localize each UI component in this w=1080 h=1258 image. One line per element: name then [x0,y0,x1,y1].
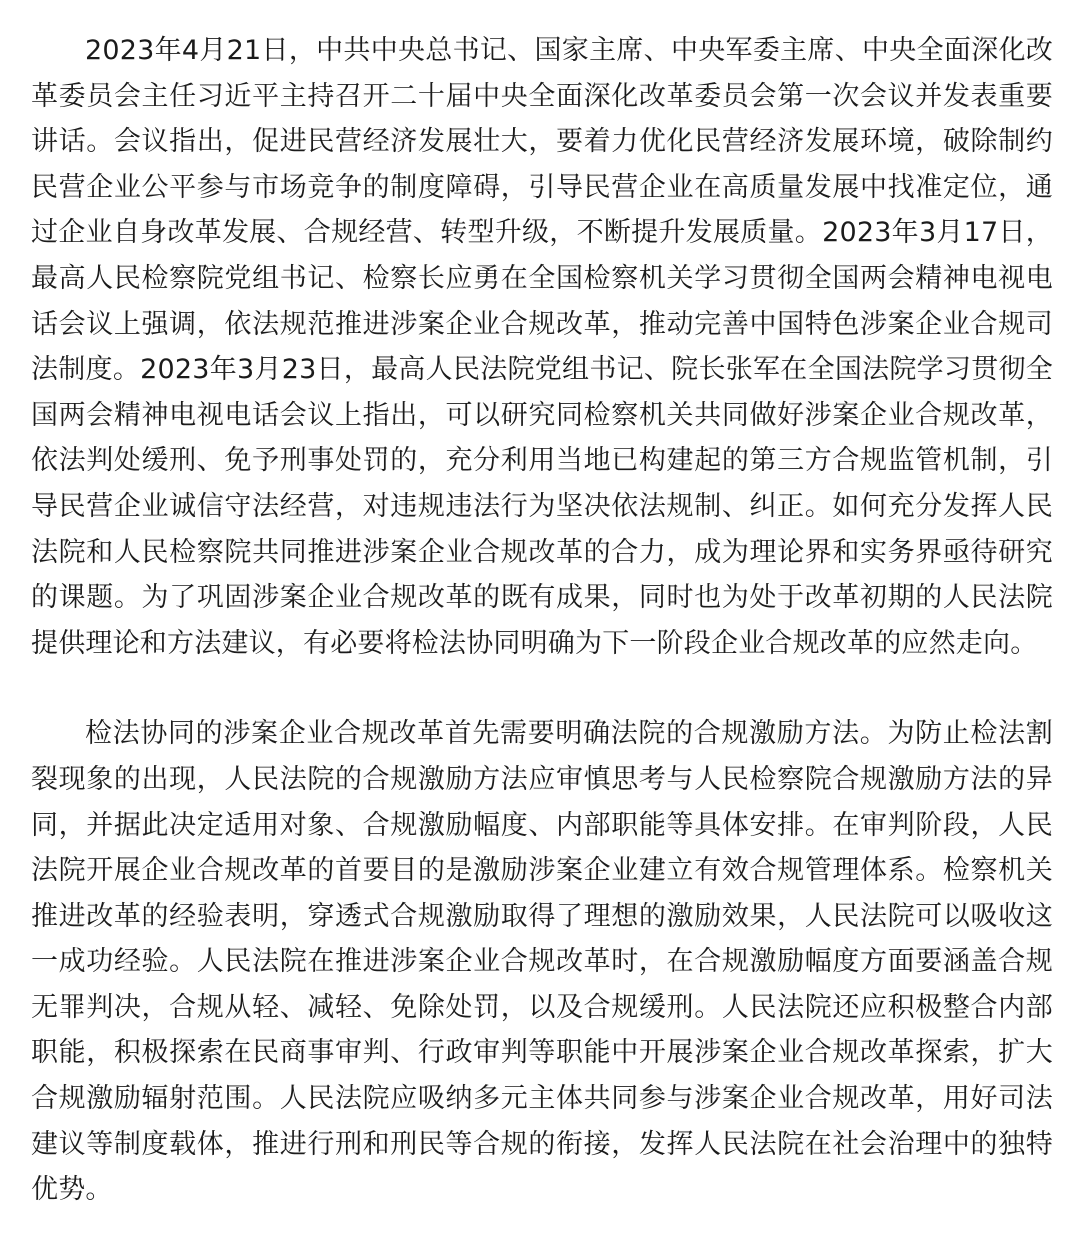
article-body [31,28,1053,1213]
paragraph-1: 2023年4月21日，中共中央总书记、国家主席、中央军委主席、中央全面深化改革委员会主任习近平主持召开二十届中央全面深化改革委员会第一次会议并发表重要讲话。会议指出，促进民营经济发展壮大，要着力优化民营经济发展环境，破除制约民营企业公平参与市场竞争的制度障碍，引导民营企业在高质量发展中找准定位，通过企业自身改革发展、合规经营、转型升级，不断提升发展质量。2023年3月17日，最高人民检察院党组书记、检察长应勇在全国检察机关学习贯彻全国两会精神电视电话会议上强调，依法规范推进涉案企业合规改革，推动完善中国特色涉案企业合规司法制度。2023年3月23日，最高人民法院党组书记、院长张军在全国法院学习贯彻全国两会精神电视电话会议上指出，可以研究同检察机关共同做好涉案企业合规改革，依法判处缓刑、免予刑事处罚的，充分利用当地已构建起的第三方合规监管机制，引导民营企业诚信守法经营，对违规违法行为坚决依法规制、纠正。如何充分发挥人民法院和人民检察院共同推进涉案企业合规改革的合力，成为理论界和实务界亟待研究的课题。为了巩固涉案企业合规改革的既有成果，同时也为处于改革初期的人民法院提供理论和方法建议，有必要将检法协同明确为下一阶段企业合规改革的应然走向。 [31,35,1053,659]
paragraph-2: 检法协同的涉案企业合规改革首先需要明确法院的合规激励方法。为防止检法割裂现象的出现，人民法院的合规激励方法应审慎思考与人民检察院合规激励方法的异同，并据此决定适用对象、合规激励幅度、内部职能等具体安排。在审判阶段，人民法院开展企业合规改革的首要目的是激励涉案企业建立有效合规管理体系。检察机关推进改革的经验表明，穿透式合规激励取得了理想的激励效果，人民法院可以吸收这一成功经验。人民法院在推进涉案企业合规改革时，在合规激励幅度方面要涵盖合规无罪判决，合规从轻、减轻、免除处罚，以及合规缓刑。人民法院还应积极整合内部职能，积极探索在民商事审判、行政审判等职能中开展涉案企业合规改革探索，扩大合规激励辐射范围。人民法院应吸纳多元主体共同参与涉案企业合规改革，用好司法建议等制度载体，推进行刑和刑民等合规的衔接，发挥人民法院在社会治理中的独特优势。 [31,718,1053,1206]
